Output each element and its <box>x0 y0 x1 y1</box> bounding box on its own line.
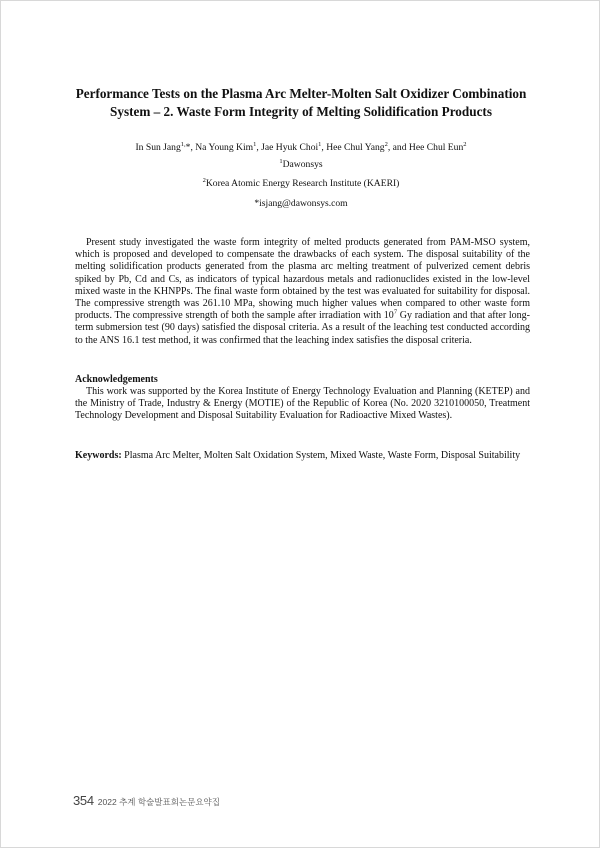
affiliation-1 <box>61 159 541 171</box>
acknowledgements-text: This work was supported by the Korea Institute of Energy Technology Evaluation and Planning (KETEP) and the Ministry of Trade, Industry & Energy (MOTIE) of the Republic of Korea (No. 2020 3210100050, Treatment Technology Development and Disposal Suitability Evaluation for Radioactive Mixed Wastes). <box>75 386 530 422</box>
keywords-label: Keywords: <box>75 450 122 461</box>
exponent: 7 <box>393 308 398 316</box>
author-separator: , <box>321 142 327 153</box>
author-separator: , <box>256 142 262 153</box>
author-affiliation-mark: 1 <box>253 140 257 148</box>
affiliation-mark: 1 <box>279 157 283 165</box>
author-affiliation-mark: 2 <box>463 140 467 148</box>
title-line-2: System – 2. Waste Form Integrity of Melting Solidification Products <box>110 104 492 119</box>
author-list <box>61 142 541 154</box>
corresponding-email: *isjang@dawonsys.com <box>254 198 348 209</box>
author-name: Hee Chul Yang <box>326 142 385 153</box>
paper-title <box>61 85 541 121</box>
author-separator: , <box>190 142 196 153</box>
abstract-paragraph <box>75 237 530 347</box>
affiliation-name: Korea Atomic Energy Research Institute (KAERI) <box>205 178 400 189</box>
author-affiliation-mark: 1 <box>318 140 322 148</box>
conference-name: 2022 추계 학술발표회논문요약집 <box>97 797 220 807</box>
author-name: Na Young Kim <box>195 142 254 153</box>
abstract-text: Gy radiation and that after long-term submersion test (90 days) satisfied the disposal criteria. As a result of the leaching test conducted according to the ANS 16.1 test method, it was confirmed that the leaching index satisfies the disposal criteria. <box>75 310 530 346</box>
affiliation-2 <box>61 178 541 190</box>
author-name: In Sun Jang <box>135 142 181 153</box>
author-separator-and: , and <box>387 142 409 153</box>
affiliation-mark: 2 <box>202 176 206 184</box>
author-affiliation-mark: 2 <box>384 140 388 148</box>
corresponding-mark: * <box>185 142 191 153</box>
keywords-text: Plasma Arc Melter, Molten Salt Oxidation System, Mixed Waste, Waste Form, Disposal Suitability <box>121 450 521 461</box>
affiliation-name: Dawonsys <box>282 159 323 170</box>
abstract-text: Present study investigated the waste form integrity of melted products generated from PAM-MSO system, which is proposed and developed to compensate the drawbacks of each system. The disposal suitability of the melting solidification products generated from the plasma arc melting treatment of pulverized cement debris spiked by Pb, Cd and Cs, as indicators of typical hazardous metals and radionuclides existed in the low-level mixed waste in the KHNPPs. The final waste form obtained by the test was evaluated for suitability for disposal. The compressive strength was 261.10 MPa, showing much higher values when compared to other waste form products. The compressive strength of both the sample after irradiation with 10 <box>75 237 530 322</box>
title-line-1: Performance Tests on the Plasma Arc Melter-Molten Salt Oxidizer Combination <box>75 86 527 101</box>
author-name: Jae Hyuk Choi <box>261 142 319 153</box>
page-footer <box>73 792 220 810</box>
acknowledgements-heading: Acknowledgements <box>75 374 158 385</box>
author-name: Hee Chul Eun <box>408 142 464 153</box>
page-number: 354 <box>73 793 94 808</box>
author-affiliation-mark: 1, <box>180 140 186 148</box>
keywords <box>75 450 530 462</box>
